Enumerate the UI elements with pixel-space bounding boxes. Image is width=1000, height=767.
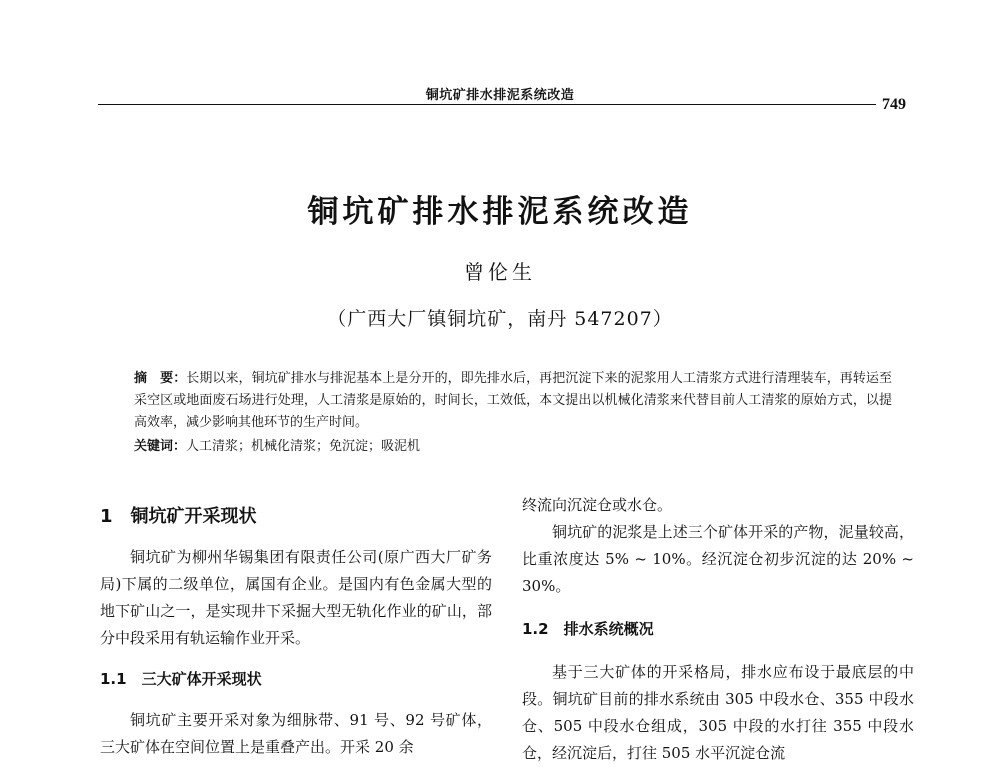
author-affiliation: （广西大厂镇铜坑矿，南丹 547207）	[327, 308, 673, 330]
keywords	[134, 436, 892, 458]
author-name: 曾伦生	[464, 260, 536, 284]
section-1-2-heading: 1.2 排水系统概况	[522, 620, 654, 638]
page-number: 749	[882, 96, 906, 113]
section-1-1-heading: 1.1 三大矿体开采现状	[100, 670, 262, 688]
header-rule	[98, 104, 876, 105]
abstract-text: 长期以来，铜坑矿排水与排泥基本上是分开的，即先排水后，再把沉淀下来的泥浆用人工清浆方式进行清理装车，再转运至采空区或地面废石场进行处理，人工清浆是原始的，时间长，工效低，本文提出以机械化清浆来代替目前人工清浆的原始方式，以提高效率，减少影响其他环节的生产时间。	[134, 371, 892, 430]
running-title: 铜坑矿排水排泥系统改造	[425, 88, 575, 103]
mud-paragraph: 铜坑矿的泥浆是上述三个矿体开采的产物，泥量较高，比重浓度达 5% ~ 10%。经沉淀仓初步沉淀的达 20% ~ 30%。	[522, 523, 914, 595]
article-title: 铜坑矿排水排泥系统改造	[307, 194, 693, 230]
keywords-label: 关键词：	[134, 439, 187, 454]
abstract-label: 摘 要：	[134, 371, 187, 386]
keywords-text: 人工清浆；机械化清浆；免沉淀；吸泥机	[186, 439, 421, 454]
section-1-1-paragraph: 铜坑矿主要开采对象为细脉带、91 号、92 号矿体，三大矿体在空间位置上是重叠产出。开采 20 余	[100, 711, 492, 756]
left-column	[100, 503, 492, 761]
section-1-heading: 1 铜坑矿开采现状	[100, 506, 257, 527]
right-column	[522, 492, 914, 767]
section-1-paragraph: 铜坑矿为柳州华锡集团有限责任公司(原广西大厂矿务局)下属的二级单位，属国有企业。是国内有色金属大型的地下矿山之一，是实现井下采掘大型无轨化作业的矿山，部分中段采用有轨运输作业开采。	[100, 548, 492, 647]
section-1-2-paragraph: 基于三大矿体的开采格局，排水应布设于最底层的中段。铜坑矿目前的排水系统由 305 中段水仓、355 中段水仓、505 中段水仓组成，305 中段的水打往 355 中段水仓，经沉淀后，打往 505 水平沉淀仓流	[522, 663, 914, 762]
abstract	[134, 368, 892, 434]
carry-over-text: 终流向沉淀仓或水仓。	[522, 496, 673, 514]
